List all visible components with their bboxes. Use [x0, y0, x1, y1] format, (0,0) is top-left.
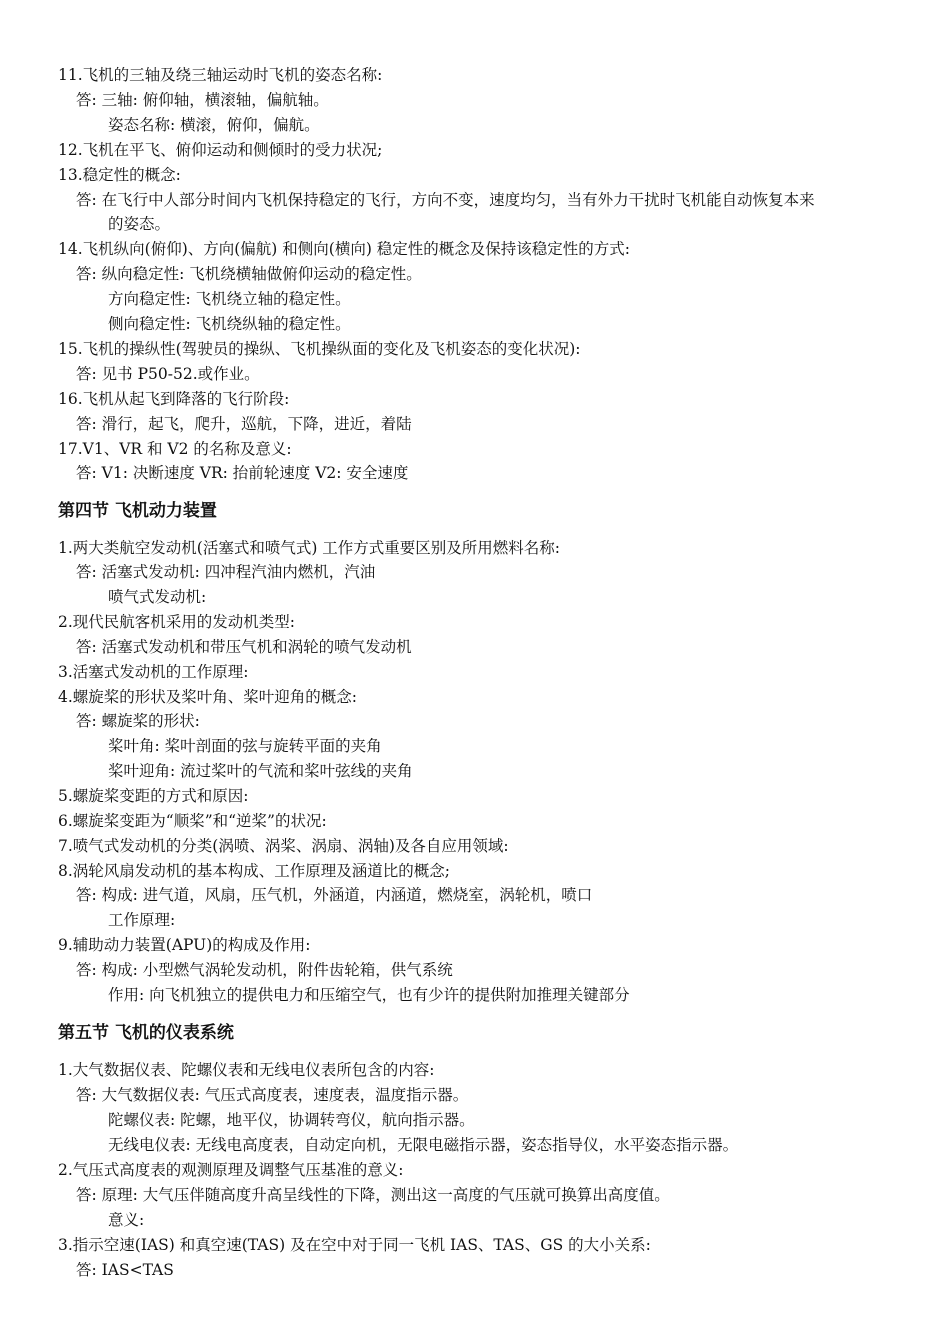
- question-line: 17.V1、VR 和 V2 的名称及意义:: [58, 440, 292, 458]
- answer-line: 意义:: [108, 1211, 145, 1229]
- answer-line: 作用: 向飞机独立的提供电力和压缩空气，也有少许的提供附加推理关键部分: [108, 986, 630, 1004]
- answer-line: 方向稳定性: 飞机绕立轴的稳定性。: [108, 290, 351, 308]
- question-line: 3.活塞式发动机的工作原理:: [58, 663, 249, 681]
- question-line: 3.指示空速(IAS) 和真空速(TAS) 及在空中对于同一飞机 IAS、TAS、GS 的大小关系:: [58, 1236, 651, 1254]
- question-line: 2.现代民航客机采用的发动机类型:: [58, 613, 296, 631]
- question-line: 2.气压式高度表的观测原理及调整气压基准的意义:: [58, 1161, 404, 1179]
- answer-line: 答: 构成: 小型燃气涡轮发动机，附件齿轮箱，供气系统: [76, 961, 453, 979]
- question-line: 4.螺旋桨的形状及桨叶角、桨叶迎角的概念:: [58, 688, 358, 706]
- answer-line: 侧向稳定性: 飞机绕纵轴的稳定性。: [108, 315, 351, 333]
- answer-line: 答: 大气数据仪表: 气压式高度表，速度表，温度指示器。: [76, 1086, 469, 1104]
- answer-line: 答: 原理: 大气压伴随高度升高呈线性的下降，测出这一高度的气压就可换算出高度值。: [76, 1186, 670, 1204]
- answer-line: 答: 三轴: 俯仰轴，横滚轴，偏航轴。: [76, 91, 329, 109]
- answer-line: 桨叶角: 桨叶剖面的弦与旋转平面的夹角: [108, 737, 382, 755]
- answer-line: 无线电仪表: 无线电高度表，自动定向机，无限电磁指示器，姿态指导仪，水平姿态指示器。: [108, 1136, 739, 1154]
- question-line: 14.飞机纵向(俯仰)、方向(偏航) 和侧向(横向) 稳定性的概念及保持该稳定性的方式:: [58, 240, 631, 258]
- question-line: 5.螺旋桨变距的方式和原因:: [58, 787, 249, 805]
- answer-line: 答: 纵向稳定性: 飞机绕横轴做俯仰运动的稳定性。: [76, 265, 422, 283]
- question-line: 1.大气数据仪表、陀螺仪表和无线电仪表所包含的内容:: [58, 1061, 435, 1079]
- question-line: 15.飞机的操纵性(驾驶员的操纵、飞机操纵面的变化及飞机姿态的变化状况):: [58, 340, 581, 358]
- answer-line: 陀螺仪表: 陀螺，地平仪，协调转弯仪，航向指示器。: [108, 1111, 475, 1129]
- question-line: 12.飞机在平飞、俯仰运动和侧倾时的受力状况;: [58, 141, 383, 159]
- answer-line: 的姿态。: [108, 215, 171, 233]
- answer-line: 答: 活塞式发动机和带压气机和涡轮的喷气发动机: [76, 638, 412, 656]
- question-line: 7.喷气式发动机的分类(涡喷、涡桨、涡扇、涡轴)及各自应用领域:: [58, 837, 509, 855]
- question-line: 9.辅助动力装置(APU)的构成及作用:: [58, 936, 311, 954]
- answer-line: 姿态名称: 横滚，俯仰，偏航。: [108, 116, 320, 134]
- answer-line: 答: 螺旋桨的形状:: [76, 712, 200, 730]
- answer-line: 答: 活塞式发动机: 四冲程汽油内燃机，汽油: [76, 563, 376, 581]
- answer-line: 桨叶迎角: 流过桨叶的气流和桨叶弦线的夹角: [108, 762, 413, 780]
- question-line: 1.两大类航空发动机(活塞式和喷气式) 工作方式重要区别及所用燃料名称:: [58, 539, 561, 557]
- question-line: 6.螺旋桨变距为“顺桨”和“逆桨”的状况:: [58, 812, 327, 830]
- question-line: 8.涡轮风扇发动机的基本构成、工作原理及涵道比的概念;: [58, 862, 451, 880]
- answer-line: 工作原理:: [108, 911, 176, 929]
- answer-line: 答: 见书 P50-52.或作业。: [76, 365, 260, 383]
- answer-line: 答: IAS<TAS: [76, 1261, 174, 1279]
- answer-line: 答: 在飞行中人部分时间内飞机保持稳定的飞行，方向不变，速度均匀，当有外力干扰时飞机能自动恢复本来: [76, 191, 815, 209]
- question-line: 16.飞机从起飞到降落的飞行阶段:: [58, 390, 290, 408]
- question-line: 13.稳定性的概念:: [58, 166, 181, 184]
- section-heading: 第四节 飞机动力装置: [58, 501, 217, 521]
- answer-line: 答: 滑行，起飞，爬升，巡航，下降，进近，着陆: [76, 415, 412, 433]
- answer-line: 喷气式发动机:: [108, 588, 207, 606]
- answer-line: 答: 构成: 进气道，风扇，压气机，外涵道，内涵道，燃烧室，涡轮机，喷口: [76, 886, 593, 904]
- question-line: 11.飞机的三轴及绕三轴运动时飞机的姿态名称:: [58, 66, 383, 84]
- section-heading: 第五节 飞机的仪表系统: [58, 1023, 234, 1043]
- answer-line: 答: V1: 决断速度 VR: 抬前轮速度 V2: 安全速度: [76, 464, 409, 482]
